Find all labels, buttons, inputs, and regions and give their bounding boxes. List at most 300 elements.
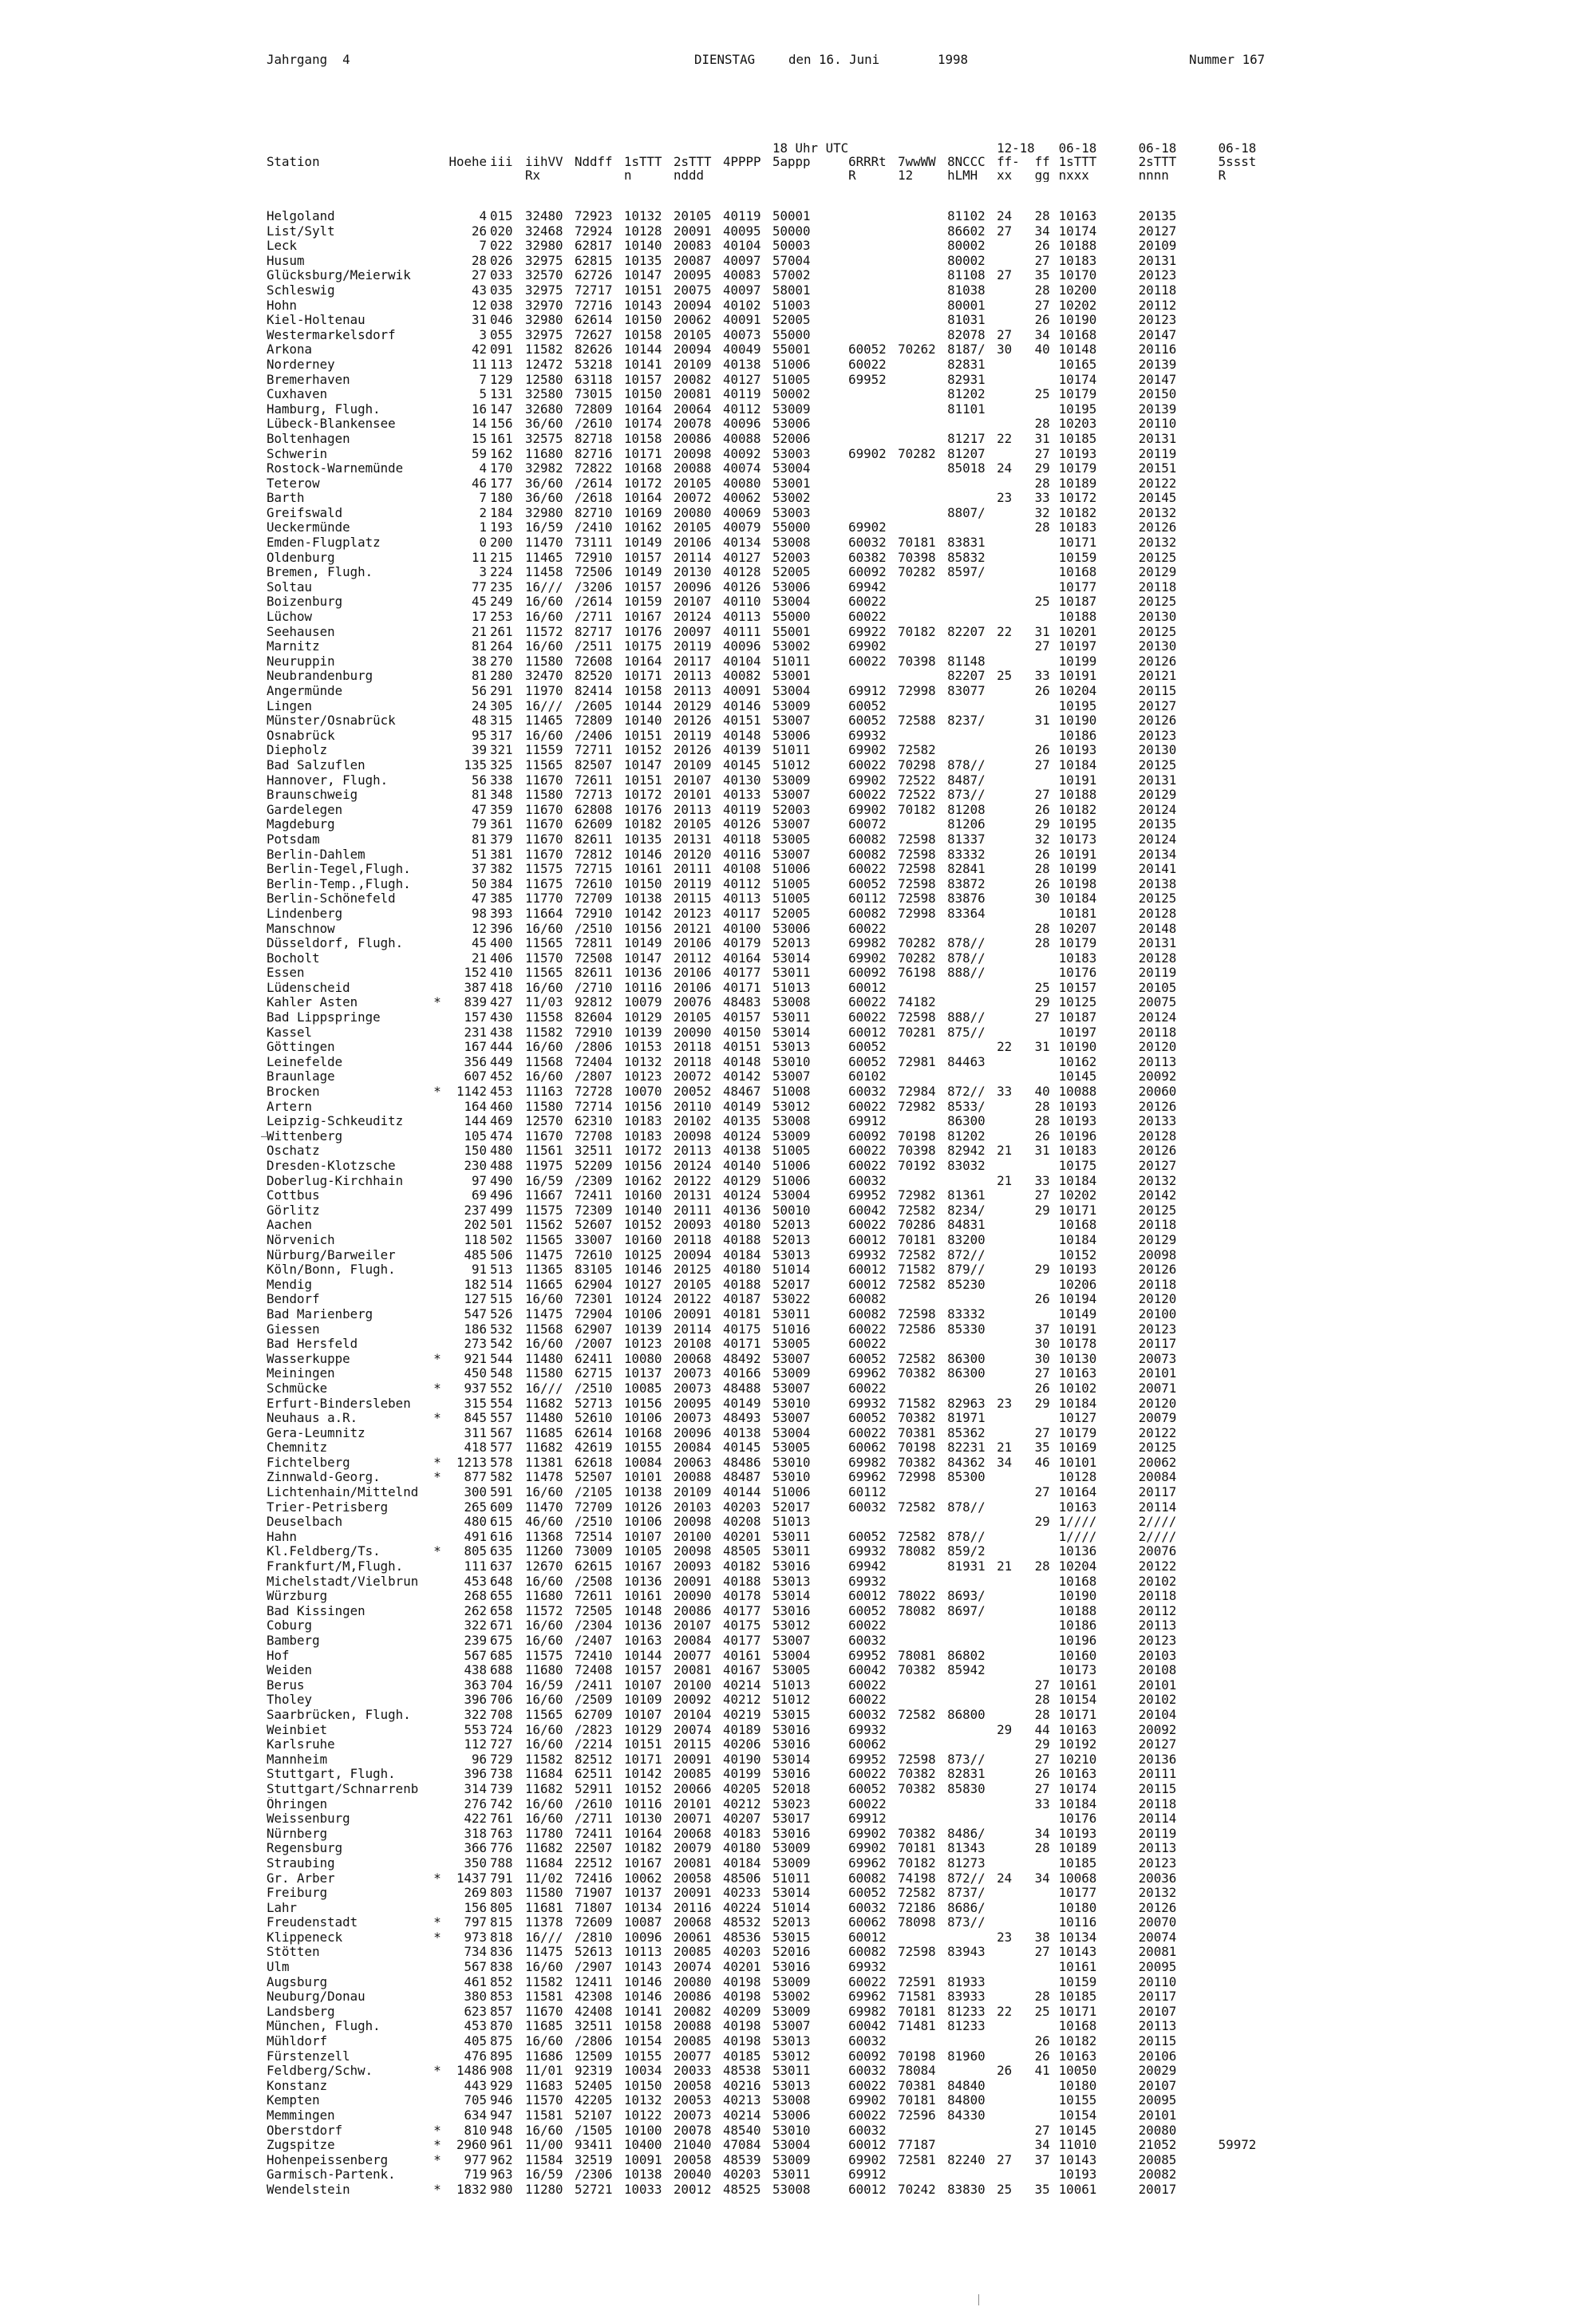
cell-8nccc: 8487/ (947, 772, 986, 788)
cell-iihvv: 11365 (525, 1262, 563, 1278)
cell-7wwww: 72982 (898, 1099, 936, 1114)
cell-2sttt: 20052 (674, 1084, 712, 1100)
cell-1sttt: 10116 (624, 980, 662, 995)
cell-marker (430, 461, 444, 476)
cell-4pppp: 40180 (723, 1262, 761, 1278)
cell-2sttt-min: 20029 (1138, 2064, 1177, 2079)
cell-6rrrt: 60032 (848, 2064, 887, 2079)
cell-7wwww (898, 1960, 947, 1975)
cell-hoehe: 182 (464, 1277, 487, 1292)
cell-1sttt-max: 10177 (1058, 1886, 1097, 1901)
cell-ff-xx (997, 417, 1035, 432)
cell-marker (430, 1723, 444, 1738)
date-label: den 16. Juni (788, 52, 880, 67)
cell-7wwww: 70182 (898, 1855, 936, 1871)
cell-5ssst (1219, 1678, 1298, 1693)
cell-ff-xx: 21 (997, 1144, 1013, 1159)
cell-hoehe: 118 (464, 1232, 487, 1247)
cell-iii: 502 (490, 1232, 513, 1247)
cell-iihvv: 11565 (525, 1707, 563, 1722)
cell-iihvv: 11664 (525, 906, 563, 921)
cell-5ssst (1219, 1693, 1298, 1708)
station-row (267, 328, 1298, 343)
station-row (267, 1159, 1298, 1174)
cell-iihvv: 11780 (525, 1826, 563, 1841)
column-header-hoehe (444, 168, 490, 182)
cell-hoehe: 553 (464, 1722, 487, 1737)
cell-5appp: 51012 (772, 1693, 811, 1708)
cell-7wwww (898, 1618, 947, 1634)
cell-2sttt: 20075 (674, 282, 712, 298)
cell-4pppp: 40113 (723, 610, 761, 625)
cell-nddff: 22507 (575, 1841, 613, 1856)
cell-5ssst (1219, 2005, 1298, 2020)
cell-6rrrt (848, 417, 898, 432)
cell-iihvv: 11580 (525, 1099, 563, 1114)
cell-marker: * (433, 1351, 441, 1366)
cell-7wwww: 70381 (898, 2078, 936, 2093)
cell-iihvv: 32470 (525, 669, 563, 684)
cell-1sttt-max: 10184 (1058, 1396, 1097, 1411)
cell-2sttt: 20119 (674, 639, 712, 654)
cell-marker (430, 1440, 444, 1456)
cell-1sttt-max: 1//// (1058, 1515, 1097, 1530)
cell-6rrrt: 60032 (848, 1173, 887, 1188)
cell-5appp: 53016 (772, 1737, 811, 1752)
station-row (267, 209, 1298, 224)
cell-1sttt-max: 10193 (1058, 2167, 1097, 2183)
cell-5appp: 53006 (772, 579, 811, 595)
cell-7wwww (898, 1292, 947, 1307)
cell-1sttt-max: 10125 (1058, 995, 1097, 1010)
cell-5ssst (1219, 2064, 1298, 2079)
cell-5ssst (1219, 1396, 1298, 1412)
cell-hoehe: 973 (464, 1930, 487, 1945)
cell-station: Marnitz (267, 639, 320, 654)
cell-5appp: 53010 (772, 1054, 811, 1069)
cell-1sttt: 10146 (624, 1262, 662, 1278)
cell-6rrrt: 69922 (848, 624, 887, 639)
cell-iihvv: 32982 (525, 461, 563, 476)
cell-hoehe: 418 (464, 1440, 487, 1456)
cell-7wwww: 70181 (898, 535, 936, 551)
cell-2sttt: 20098 (674, 446, 712, 461)
cell-1sttt: 10085 (624, 1381, 662, 1396)
cell-5appp: 51005 (772, 372, 811, 387)
cell-2sttt: 20084 (674, 1440, 712, 1456)
cell-5appp: 53010 (772, 2123, 811, 2138)
cell-hoehe: 705 (464, 2093, 487, 2108)
cell-iii: 315 (490, 713, 513, 729)
cell-nddff: 71807 (575, 1900, 613, 1915)
cell-1sttt: 10128 (624, 223, 662, 239)
cell-4pppp: 40188 (723, 1574, 761, 1589)
cell-marker: * (433, 1470, 441, 1485)
cell-2sttt-min: 20125 (1138, 1440, 1177, 1456)
cell-8nccc (947, 1485, 997, 1500)
cell-ff-gg: 28 (1034, 282, 1050, 298)
cell-5ssst (1219, 1174, 1298, 1189)
cell-iii: 396 (490, 921, 513, 936)
cell-ff-xx (997, 283, 1035, 298)
cell-iii: 708 (490, 1707, 513, 1722)
cell-5ssst (1219, 699, 1298, 714)
cell-hoehe: 356 (464, 1054, 487, 1069)
cell-ff-xx (997, 1233, 1035, 1248)
cell-2sttt: 20033 (674, 2064, 712, 2079)
cell-ff-xx: 33 (997, 1084, 1013, 1100)
cell-5ssst (1219, 342, 1298, 358)
cell-1sttt-max: 10176 (1058, 1811, 1097, 1827)
cell-1sttt-max: 10192 (1058, 1737, 1097, 1752)
cell-4pppp: 40126 (723, 579, 761, 595)
cell-iii: 382 (490, 862, 513, 877)
cell-1sttt-max: 10050 (1058, 2064, 1097, 2079)
cell-ff-xx (997, 358, 1035, 373)
cell-7wwww: 70182 (898, 802, 936, 817)
cell-iii: 499 (490, 1203, 513, 1218)
cell-6rrrt: 60012 (848, 1262, 887, 1278)
cell-station: Helgoland (267, 209, 335, 223)
cell-ff-gg (1035, 1470, 1059, 1485)
cell-ff-xx (997, 951, 1035, 966)
cell-nddff: 82414 (575, 684, 613, 698)
cell-iihvv: 12580 (525, 372, 563, 387)
cell-6rrrt: 60032 (848, 1707, 887, 1722)
cell-2sttt: 21040 (674, 2138, 712, 2153)
cell-iihvv: 11163 (525, 1084, 563, 1100)
cell-4pppp: 40180 (723, 1841, 761, 1856)
cell-hoehe: 11 (471, 550, 487, 565)
cell-iihvv: 16/60 (525, 1693, 563, 1708)
station-row (267, 951, 1298, 966)
cell-2sttt: 20012 (674, 2182, 712, 2197)
cell-6rrrt: 60082 (848, 847, 887, 862)
cell-6rrrt (848, 506, 898, 521)
cell-4pppp: 40096 (723, 417, 761, 432)
cell-ff-xx (997, 1574, 1035, 1590)
cell-5appp: 53016 (772, 1559, 811, 1574)
cell-2sttt: 20114 (674, 1321, 712, 1337)
cell-7wwww: 70198 (898, 1440, 936, 1456)
cell-2sttt: 20131 (674, 1188, 712, 1203)
cell-8nccc: 81208 (947, 802, 986, 817)
cell-ff-xx (997, 1426, 1035, 1441)
cell-marker (430, 832, 444, 847)
cell-nddff: 82716 (575, 446, 613, 461)
cell-5appp: 51014 (772, 1262, 811, 1278)
cell-7wwww: 78081 (898, 1648, 936, 1663)
column-header-5appp: 18 Uhr UTC (772, 141, 849, 155)
cell-8nccc: 875// (947, 1025, 986, 1040)
column-header-iihvv: Rx (525, 168, 541, 182)
cell-hoehe: 127 (464, 1292, 487, 1307)
cell-marker (430, 283, 444, 298)
cell-2sttt: 20129 (674, 698, 712, 713)
cell-ff-gg: 31 (1034, 431, 1050, 446)
cell-ff-gg (1035, 610, 1059, 625)
cell-ff-gg: 31 (1034, 1040, 1050, 1055)
cell-2sttt: 20040 (674, 2167, 712, 2183)
cell-iii: 637 (490, 1559, 513, 1574)
cell-5appp: 53006 (772, 417, 811, 432)
cell-2sttt-min: 20104 (1138, 1707, 1177, 1722)
cell-2sttt-min: 20148 (1138, 921, 1177, 936)
cell-ff-xx (997, 1649, 1035, 1664)
cell-5appp: 53011 (772, 1306, 811, 1321)
cell-5appp: 53013 (772, 1574, 811, 1589)
cell-iihvv: 11665 (525, 1277, 563, 1292)
cell-5appp: 53012 (772, 1099, 811, 1114)
cell-5ssst (1219, 862, 1298, 877)
cell-ff-gg: 37 (1034, 2152, 1050, 2167)
cell-station: Berus (267, 1677, 305, 1693)
station-row (267, 966, 1298, 981)
cell-2sttt-min: 20110 (1138, 417, 1177, 432)
cell-6rrrt: 60092 (848, 1128, 887, 1144)
cell-1sttt-max: 10173 (1058, 1663, 1097, 1678)
cell-4pppp: 40208 (723, 1515, 761, 1530)
cell-iihvv: 32975 (525, 253, 563, 268)
cell-1sttt-max: 10159 (1058, 550, 1097, 565)
cell-hoehe: 28 (471, 253, 487, 268)
column-header-5appp (772, 168, 848, 182)
cell-5appp: 52013 (772, 936, 811, 951)
cell-6rrrt: 60022 (848, 788, 887, 803)
cell-5appp: 52013 (772, 1218, 811, 1233)
cell-nddff: 83105 (575, 1262, 613, 1278)
station-row (267, 2019, 1298, 2034)
cell-station: Kiel-Holtenau (267, 313, 365, 328)
cell-1sttt-max: 10162 (1058, 1054, 1097, 1069)
cell-hoehe: 438 (464, 1663, 487, 1678)
cell-station: Berlin-Schönefeld (267, 891, 396, 907)
cell-ff-gg (1035, 1307, 1059, 1322)
cell-7wwww: 72598 (898, 1306, 936, 1321)
cell-6rrrt: 69942 (848, 579, 887, 595)
cell-nddff: 72514 (575, 1529, 613, 1544)
cell-marker: * (433, 1930, 441, 1945)
cell-iihvv: 11582 (525, 1025, 563, 1040)
cell-7wwww (898, 1723, 947, 1738)
cell-marker: * (433, 1544, 441, 1559)
cell-marker (430, 817, 444, 832)
cell-marker (430, 1040, 444, 1055)
cell-2sttt: 20106 (674, 936, 712, 951)
cell-nddff: 72714 (575, 1099, 613, 1114)
cell-4pppp: 40150 (723, 1025, 761, 1040)
cell-5ssst (1219, 951, 1298, 966)
cell-6rrrt (848, 669, 898, 684)
cell-marker (430, 1767, 444, 1782)
cell-2sttt-min: 20036 (1138, 1871, 1177, 1886)
cell-ff-gg: 28 (1034, 862, 1050, 877)
cell-4pppp: 40112 (723, 401, 761, 417)
cell-6rrrt: 69932 (848, 728, 887, 743)
cell-2sttt: 20105 (674, 209, 712, 223)
cell-2sttt: 20105 (674, 520, 712, 535)
cell-iihvv: 11684 (525, 1767, 563, 1782)
cell-iii: 460 (490, 1099, 513, 1114)
cell-ff-gg: 27 (1034, 1010, 1050, 1025)
cell-iihvv: 16/// (525, 579, 563, 595)
cell-marker (430, 1530, 444, 1545)
cell-7wwww: 70198 (898, 1128, 936, 1144)
cell-2sttt: 20101 (674, 1796, 712, 1811)
cell-station: Braunschweig (267, 788, 358, 803)
cell-5ssst (1219, 1203, 1298, 1219)
cell-marker (430, 1218, 444, 1233)
cell-2sttt: 20120 (674, 847, 712, 862)
cell-6rrrt: 60022 (848, 595, 887, 610)
cell-7wwww: 74198 (898, 1871, 936, 1886)
cell-1sttt-max: 10190 (1058, 1040, 1097, 1055)
station-row (267, 1381, 1298, 1396)
cell-ff-xx (997, 1618, 1035, 1634)
cell-marker (430, 506, 444, 521)
cell-station: Husum (267, 253, 305, 268)
cell-1sttt: 10107 (624, 1707, 662, 1722)
cell-1sttt: 10156 (624, 921, 662, 936)
cell-4pppp: 40126 (723, 817, 761, 832)
cell-iihvv: 16/60 (525, 921, 563, 936)
cell-station: Wittenberg (267, 1128, 343, 1144)
cell-marker (430, 1649, 444, 1664)
cell-hoehe: 7 (479, 491, 487, 506)
cell-iihvv: 11770 (525, 891, 563, 907)
cell-iihvv: 11570 (525, 950, 563, 966)
cell-hoehe: 567 (464, 1648, 487, 1663)
cell-1sttt: 10160 (624, 1188, 662, 1203)
cell-iii: 055 (490, 327, 513, 342)
cell-2sttt-min: 20126 (1138, 1099, 1177, 1114)
cell-5ssst: 59972 (1218, 2138, 1257, 2153)
cell-8nccc: 8597/ (947, 565, 986, 580)
cell-1sttt: 10167 (624, 1559, 662, 1574)
cell-7wwww: 74182 (898, 995, 936, 1010)
cell-iihvv: 32575 (525, 431, 563, 446)
station-row (267, 1856, 1298, 1871)
cell-7wwww (898, 268, 947, 283)
cell-station: Würzburg (267, 1589, 328, 1604)
cell-5ssst (1219, 1366, 1298, 1381)
cell-iihvv: 11667 (525, 1188, 563, 1203)
cell-ff-xx (997, 476, 1035, 492)
cell-iii: 453 (490, 1084, 513, 1100)
cell-marker (430, 610, 444, 625)
cell-2sttt-min: 20084 (1138, 1470, 1177, 1485)
cell-2sttt: 20073 (674, 1411, 712, 1426)
cell-5appp: 53009 (772, 772, 811, 788)
cell-8nccc: 83332 (947, 847, 986, 862)
cell-2sttt-min: 20118 (1138, 1589, 1177, 1604)
cell-iihvv: 11582 (525, 1974, 563, 1989)
cell-4pppp: 40134 (723, 535, 761, 551)
cell-iii: 616 (490, 1529, 513, 1544)
cell-ff-gg: 41 (1034, 2064, 1050, 2079)
cell-iii: 791 (490, 1871, 513, 1886)
station-row (267, 506, 1298, 521)
cell-marker (430, 1856, 444, 1871)
cell-ff-xx: 26 (997, 2064, 1013, 2079)
cell-station: Lichtenhain/Mittelnd (267, 1485, 419, 1500)
cell-5appp: 53014 (772, 1752, 811, 1767)
cell-iihvv: 11686 (525, 2048, 563, 2064)
cell-iii: 325 (490, 757, 513, 772)
cell-4pppp: 40110 (723, 595, 761, 610)
cell-ff-gg: 28 (1034, 1693, 1050, 1708)
station-row (267, 699, 1298, 714)
cell-4pppp: 40209 (723, 2004, 761, 2019)
cell-ff-gg: 29 (1034, 1515, 1050, 1530)
cell-8nccc: 80001 (947, 298, 986, 313)
cell-4pppp: 40142 (723, 1069, 761, 1084)
station-row (267, 491, 1298, 506)
cell-ff-gg: 26 (1034, 239, 1050, 254)
station-row (267, 551, 1298, 566)
cell-hoehe: 491 (464, 1529, 487, 1544)
cell-1sttt-max: 10202 (1058, 1188, 1097, 1203)
cell-2sttt-min: 20131 (1138, 772, 1177, 788)
cell-1sttt: 10129 (624, 1722, 662, 1737)
cell-ff-xx (997, 1856, 1035, 1871)
cell-8nccc: 81202 (947, 387, 986, 402)
cell-5appp: 51003 (772, 298, 811, 313)
cell-2sttt: 20058 (674, 2078, 712, 2093)
cell-station: Berlin-Dahlem (267, 847, 365, 862)
cell-1sttt-max: 10182 (1058, 802, 1097, 817)
cell-2sttt: 20088 (674, 2019, 712, 2034)
cell-ff-gg (1035, 1618, 1059, 1634)
cell-2sttt-min: 20126 (1138, 520, 1177, 535)
cell-hoehe: 4 (479, 461, 487, 476)
cell-8nccc: 81931 (947, 1559, 986, 1574)
cell-7wwww (898, 669, 947, 684)
cell-8nccc: 86802 (947, 1648, 986, 1663)
cell-1sttt: 10138 (624, 2167, 662, 2183)
cell-5ssst (1219, 1945, 1298, 1960)
cell-1sttt: 10062 (624, 1871, 662, 1886)
cell-1sttt-max: 10184 (1058, 1796, 1097, 1811)
cell-marker (430, 1322, 444, 1337)
cell-1sttt-max: 10199 (1058, 862, 1097, 877)
cell-hoehe: 311 (464, 1425, 487, 1440)
cell-1sttt-max: 11010 (1058, 2138, 1097, 2153)
cell-iii: 838 (490, 1960, 513, 1975)
cell-7wwww: 70286 (898, 1218, 936, 1233)
cell-iihvv: 16/60 (525, 1618, 563, 1634)
cell-ff-xx (997, 1827, 1035, 1842)
cell-nddff: 72301 (575, 1292, 613, 1307)
cell-5appp: 52016 (772, 1945, 811, 1960)
cell-iihvv: 16/60 (525, 728, 563, 743)
cell-6rrrt: 69932 (848, 1247, 887, 1262)
cell-1sttt-max: 10200 (1058, 282, 1097, 298)
cell-iihvv: 11562 (525, 1218, 563, 1233)
cell-6rrrt: 60032 (848, 1900, 887, 1915)
cell-nddff: 72506 (575, 565, 613, 580)
cell-5appp: 51013 (772, 1515, 811, 1530)
station-row (267, 1144, 1298, 1159)
cell-1sttt: 10148 (624, 1603, 662, 1618)
cell-5ssst (1219, 1515, 1298, 1530)
cell-8nccc: 81361 (947, 1188, 986, 1203)
cell-1sttt: 10164 (624, 401, 662, 417)
station-row (267, 1203, 1298, 1219)
cell-4pppp: 40180 (723, 1218, 761, 1233)
cell-iihvv: 11680 (525, 446, 563, 461)
station-row (267, 1678, 1298, 1693)
